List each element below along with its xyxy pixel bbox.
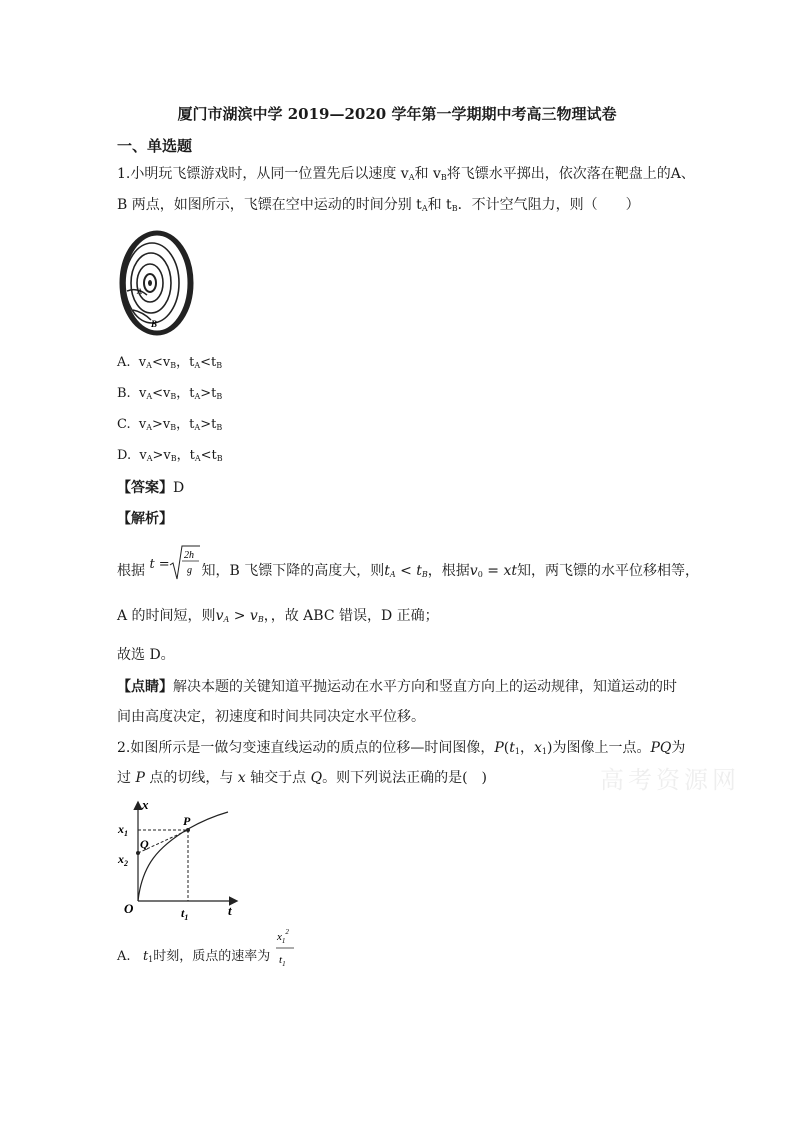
watermark: 高考资源网 xyxy=(600,766,740,794)
x2-label: $x_2$ xyxy=(118,852,128,868)
dart-a-label: A xyxy=(137,287,142,296)
svg-text:g: g xyxy=(187,565,193,576)
page-title: 厦门市湖滨中学 2019—2020 学年第一学期期中考高三物理试卷 xyxy=(177,105,617,123)
q1-option-c: C. $v_A>v_B$，$t_A>t_B$ xyxy=(117,417,223,432)
q1-answer: 【答案】D xyxy=(117,480,185,496)
q2-stem-line2: 过 P 点的切线，与 x 轴交于点 Q。则下列说法正确的是( ) xyxy=(117,770,488,786)
point-q-dot xyxy=(136,851,140,855)
displacement-time-graph xyxy=(110,795,245,920)
point-q-label: Q xyxy=(140,837,149,851)
svg-text:x12: $x_1^2$ xyxy=(277,928,290,945)
fraction-x1sq-over-t1 xyxy=(274,926,298,974)
q1-conclusion: 故选 D。 xyxy=(117,647,175,663)
point-p-label: P xyxy=(183,814,191,828)
q1-stem-line2: B 两点，如图所示，飞镖在空中运动的时间分别 $t_A$和 $t_B$．不计空气阻力，则（ ） xyxy=(117,197,640,213)
q1-comment-line2: 间由高度决定，初速度和时间共同决定水平位移。 xyxy=(117,709,425,725)
origin-label: O xyxy=(124,901,134,916)
q1-option-d: D. $v_A>v_B$，$t_A<t_B$ xyxy=(117,448,223,463)
dartboard-figure xyxy=(115,228,195,338)
sqrt-formula xyxy=(169,543,201,583)
svg-text:t1: $t_1$ xyxy=(279,954,286,968)
t1-label: $t_1$ xyxy=(181,906,189,920)
q1-option-a: A. $v_A<v_B$，$t_A<t_B$ xyxy=(117,355,223,370)
q1-analysis-line2: A 的时间短，则$v_A > v_B$，，故 ABC 错误，D 正确； xyxy=(117,608,439,624)
q1-stem-line1: 1.小明玩飞镖游戏时，从同一位置先后以速度 $v_A$和 $v_B$将飞镖水平掷出，依次落在靶盘上的A、 xyxy=(117,166,695,182)
point-p-dot xyxy=(186,828,190,832)
q1-comment-line1: 【点睛】解决本题的关键知道平抛运动在水平方向和竖直方向上的运动规律，知道运动的时 xyxy=(117,679,677,695)
section-heading: 一、单选题 xyxy=(117,137,193,155)
q1-analysis-line1: 根据 t = 2h g 知，B 飞镖下降的高度大，则$t_A < t_B$，根据$v_0$ = xt知，两飞镖的水平位移相等， xyxy=(117,555,699,585)
q2-stem-line1: 2.如图所示是一做匀变速直线运动的质点的位移—时间图像，$P(t_1$，$x_1$)为图像上一点。PQ为 xyxy=(117,740,686,756)
q1-analysis-label: 【解析】 xyxy=(117,511,173,527)
svg-text:2h: 2h xyxy=(184,550,195,561)
dart-b-label: B xyxy=(151,319,158,329)
axis-t-label: t xyxy=(228,903,232,918)
q1-option-b: B. $v_A<v_B$，$t_A>t_B$ xyxy=(117,386,223,401)
axis-x-label: x xyxy=(142,797,149,812)
q2-option-a: A. $t_1$时刻，质点的速率为 $x_1^2$ $t_1$ xyxy=(117,940,298,970)
x1-label: $x_1$ xyxy=(118,822,128,838)
